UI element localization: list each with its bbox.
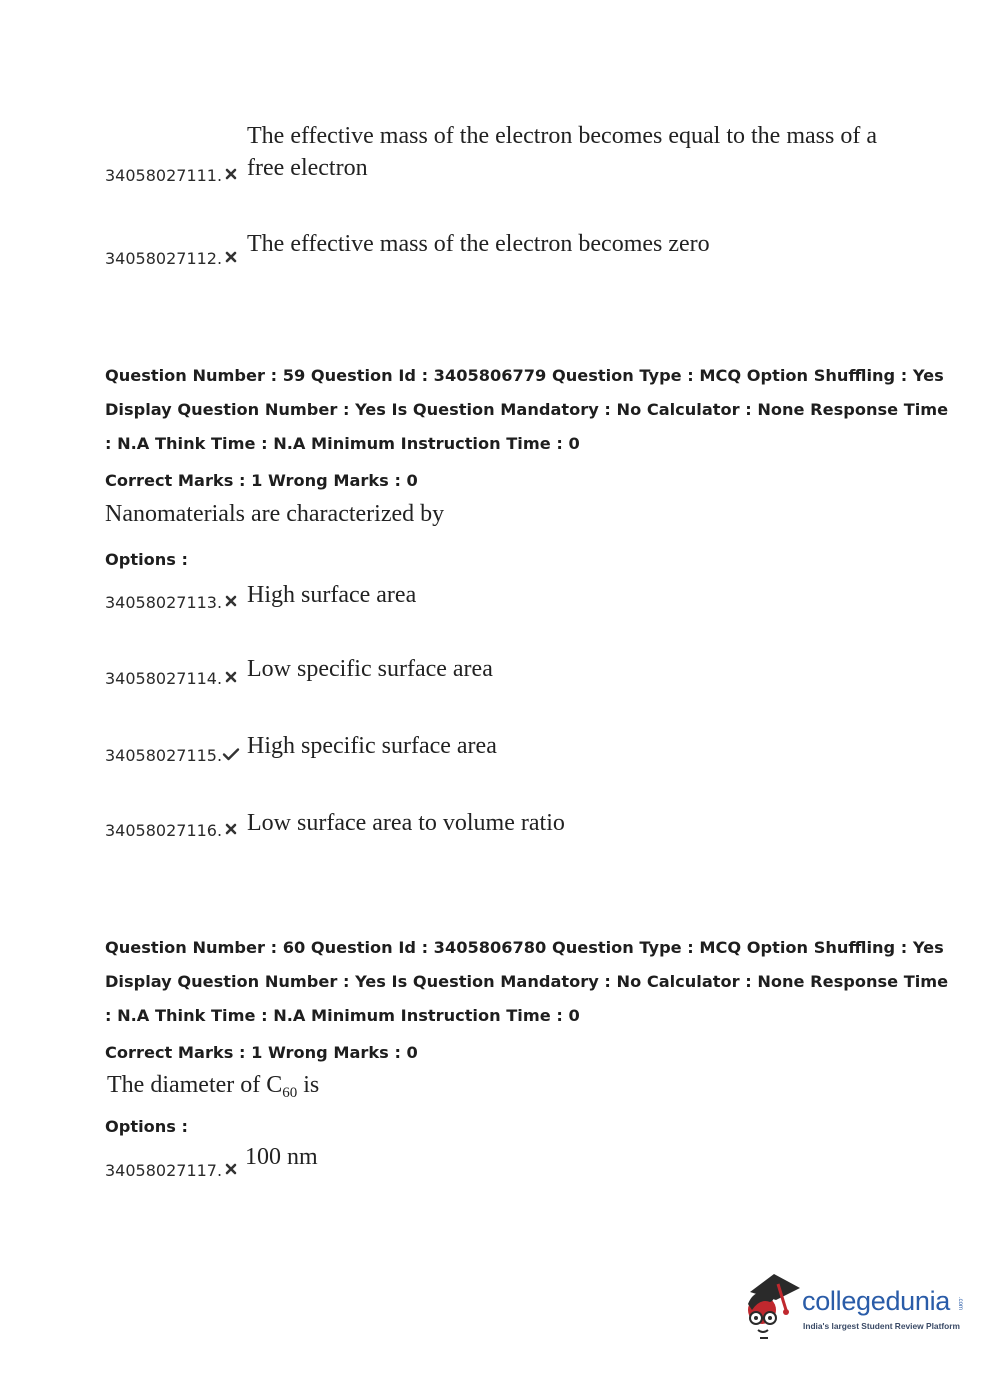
option-text: High specific surface area (247, 733, 497, 759)
marks-info: Correct Marks : 1 Wrong Marks : 0 (105, 1043, 418, 1062)
cross-icon (224, 594, 238, 608)
option-id: 34058027113. (105, 593, 223, 612)
option-text: High surface area (247, 582, 417, 608)
collegedunia-logo (740, 1270, 970, 1345)
logo-tagline: India's largest Student Review Platform (803, 1321, 960, 1331)
option-text: Low specific surface area (247, 656, 493, 682)
option-id: 34058027117. (105, 1161, 223, 1180)
question-text: The diameter of $C_{60}$ is (107, 1072, 320, 1101)
cross-icon (224, 822, 238, 836)
question-meta: Question Number : 59 Question Id : 3405806779 Question Type : MCQ Option Shuffling : Yes Display Question Number : Yes Is Question Mandatory : No Calculator : None Response Time : N.A Think Time : N.A Minimum Instruction Time : 0 (105, 366, 949, 453)
mascot-icon (740, 1270, 802, 1342)
marks-info: Correct Marks : 1 Wrong Marks : 0 (105, 471, 418, 490)
option-id: 34058027111. (105, 166, 223, 185)
option-id: 34058027114. (105, 669, 223, 688)
option-text: The effective mass of the electron becomes equal to the mass of a free electron (247, 123, 877, 181)
option-text: Low surface area to volume ratio (247, 810, 565, 836)
check-icon (222, 747, 240, 761)
option-id: 34058027116. (105, 821, 223, 840)
logo-suffix: .com (957, 1297, 963, 1311)
option-text: The effective mass of the electron becomes zero (247, 231, 710, 257)
cross-icon (224, 670, 238, 684)
options-label: Options : (105, 550, 189, 569)
options-label: Options : (105, 1117, 189, 1136)
cross-icon (224, 167, 238, 181)
option-text: 100 nm (245, 1144, 318, 1170)
cross-icon (224, 1162, 238, 1176)
question-meta: Question Number : 60 Question Id : 3405806780 Question Type : MCQ Option Shuffling : Yes Display Question Number : Yes Is Question Mandatory : No Calculator : None Response Time : N.A Think Time : N.A Minimum Instruction Time : 0 (105, 938, 949, 1025)
option-id: 34058027112. (105, 249, 223, 268)
question-text: Nanomaterials are characterized by (105, 501, 445, 527)
option-id: 34058027115. (105, 746, 223, 765)
logo-name: collegedunia (802, 1286, 951, 1316)
cross-icon (224, 250, 238, 264)
